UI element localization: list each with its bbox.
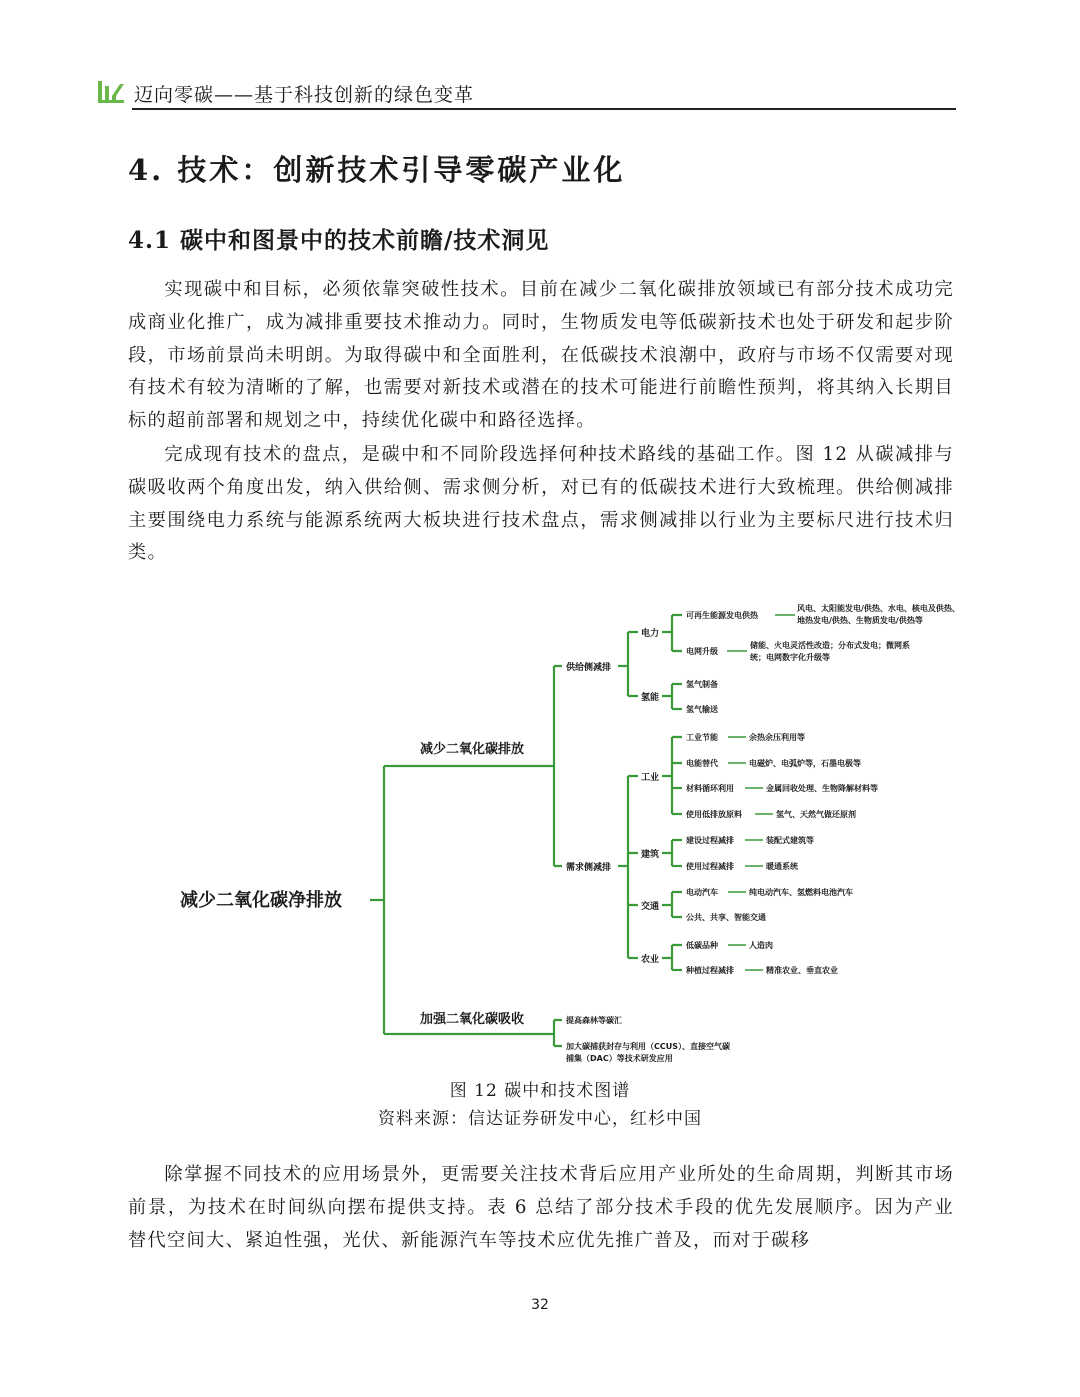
- grid-detail-1: 储能、火电灵活性改造；分布式发电；微网系: [750, 641, 910, 650]
- tree-node-ind-lowcarbon: 使用低排放原料: [686, 810, 742, 819]
- tree-connector-root: [370, 766, 554, 1034]
- tree-connector-absorb: [554, 1020, 562, 1046]
- ag-lowcarbon-detail: 人造肉: [749, 941, 773, 950]
- tree-node-ag-plant: 种植过程减排: [686, 966, 734, 975]
- tree-node-abs-forest: 提高森林等碳汇: [566, 1016, 622, 1025]
- figure-caption: 图 12 碳中和技术图谱: [449, 1081, 631, 1101]
- tree-node-supply: 供给侧减排: [566, 663, 612, 673]
- tree-node-h2-transport: 氢气输送: [686, 705, 718, 714]
- figure-source: 资料来源：信达证券研发中心，红杉中国: [378, 1109, 702, 1129]
- tree-node-ind-elec: 电能替代: [686, 759, 718, 768]
- tree-node-absorb: 加强二氧化碳吸收: [420, 1012, 525, 1027]
- tree-node-bld-use: 使用过程减排: [686, 862, 734, 871]
- tree-node-ind-saving: 工业节能: [686, 733, 718, 742]
- tech-tree-figure: [0, 590, 1080, 1080]
- renewable-detail-1: 风电、太阳能发电/供热、水电、核电及供热、: [797, 604, 960, 613]
- abs-ccus-line-1: 加大碳捕获封存与利用（CCUS）、直接空气碳: [566, 1042, 730, 1051]
- tree-node-transport: 交通: [641, 902, 660, 912]
- tree-node-demand: 需求侧减排: [566, 863, 612, 873]
- tree-node-renewable: 可再生能源发电供热: [686, 611, 758, 620]
- page-number: 32: [531, 1297, 549, 1313]
- grid-detail-2: 统；电网数字化升级等: [750, 653, 830, 662]
- ind-saving-detail: 余热余压利用等: [749, 733, 805, 742]
- tree-node-building: 建筑: [641, 850, 660, 860]
- renewable-detail-2: 地热发电/供热、生物质发电/供热等: [797, 616, 923, 625]
- page-header: [96, 78, 956, 110]
- abs-ccus-line-2: 捕集（DAC）等技术研发应用: [566, 1054, 673, 1063]
- ind-recycle-detail: 金属回收处理、生物降解材料等: [766, 784, 878, 793]
- paragraph-3: 除掌握不同技术的应用场景外，更需要关注技术背后应用产业所处的生命周期，判断其市场前景，为技术在时间纵向摆布提供支持。表 6 总结了部分技术手段的优先发展顺序。因为产业替代空间大、紧迫性强，光伏、新能源汽车等技术应优先推广普及，而对于碳移: [128, 1164, 954, 1251]
- logo-icon: [96, 78, 126, 106]
- tree-node-tr-ev: 电动汽车: [686, 888, 718, 897]
- tree-node-reduce: 减少二氧化碳排放: [420, 742, 525, 757]
- tree-node-ind-recycle: 材料循环利用: [686, 784, 734, 793]
- tree-node-agriculture: 农业: [641, 955, 660, 965]
- tree-node-power: 电力: [641, 629, 660, 639]
- tree-node-hydrogen: 氢能: [641, 693, 660, 703]
- bld-construct-detail: 装配式建筑等: [766, 836, 814, 845]
- ind-elec-detail: 电磁炉、电弧炉等，石墨电极等: [749, 759, 861, 768]
- tree-connector-power: [662, 615, 682, 651]
- tree-connector-agriculture: [662, 945, 682, 970]
- tree-connector-industry: [662, 737, 682, 814]
- ind-lowcarbon-detail: 氢气、天然气做还原剂: [776, 810, 856, 819]
- tree-connector-transport: [662, 892, 682, 917]
- tree-connector-demand: [618, 776, 638, 958]
- paragraph-1: 实现碳中和目标，必须依靠突破性技术。目前在减少二氧化碳排放领域已有部分技术成功完成商业化推广，成为减排重要技术推动力。同时，生物质发电等低碳新技术也处于研发和起步阶段，市场前景尚未明朗。为取得碳中和全面胜利，在低碳技术浪潮中，政府与市场不仅需要对现有技术有较为清晰的了解，也需要对新技术或潜在的技术可能进行前瞻性预判，将其纳入长期目标的超前部署和规划之中，持续优化碳中和路径选择。: [128, 279, 954, 432]
- bld-use-detail: 暖通系统: [766, 862, 798, 871]
- header-title: 迈向零碳——基于科技创新的绿色变革: [134, 84, 475, 106]
- tree-node-h2-make: 氢气制备: [686, 680, 718, 689]
- section-heading: 4. 技术：创新技术引导零碳产业化: [128, 153, 626, 187]
- tree-connector-building: [662, 840, 682, 866]
- tree-node-grid: 电网升级: [686, 647, 718, 656]
- ag-plant-detail: 精准农业、垂直农业: [766, 966, 838, 975]
- tree-node-tr-public: 公共、共享、智能交通: [686, 913, 766, 922]
- tree-connector-supply: [618, 632, 638, 696]
- header-divider: [132, 108, 956, 110]
- tech-tree-diagram: [0, 590, 1080, 1080]
- tree-node-bld-construct: 建设过程减排: [686, 836, 734, 845]
- paragraph-2: 完成现有技术的盘点，是碳中和不同阶段选择何种技术路线的基础工作。图 12 从碳减排与碳吸收两个角度出发，纳入供给侧、需求侧分析，对已有的低碳技术进行大致梳理。供给侧减排主要围绕电力系统与能源系统两大板块进行技术盘点，需求侧减排以行业为主要标尺进行技术归类。: [128, 444, 954, 564]
- tree-connector-hydrogen: [662, 684, 682, 709]
- tree-node-industry: 工业: [641, 773, 660, 783]
- subsection-heading: 4.1 碳中和图景中的技术前瞻/技术洞见: [128, 227, 550, 254]
- tree-connector-reduce: [554, 666, 562, 866]
- tree-root: 减少二氧化碳净排放: [180, 890, 342, 911]
- tr-ev-detail: 纯电动汽车、氢燃料电池汽车: [749, 888, 853, 897]
- tree-node-ag-lowcarbon: 低碳品种: [686, 941, 718, 950]
